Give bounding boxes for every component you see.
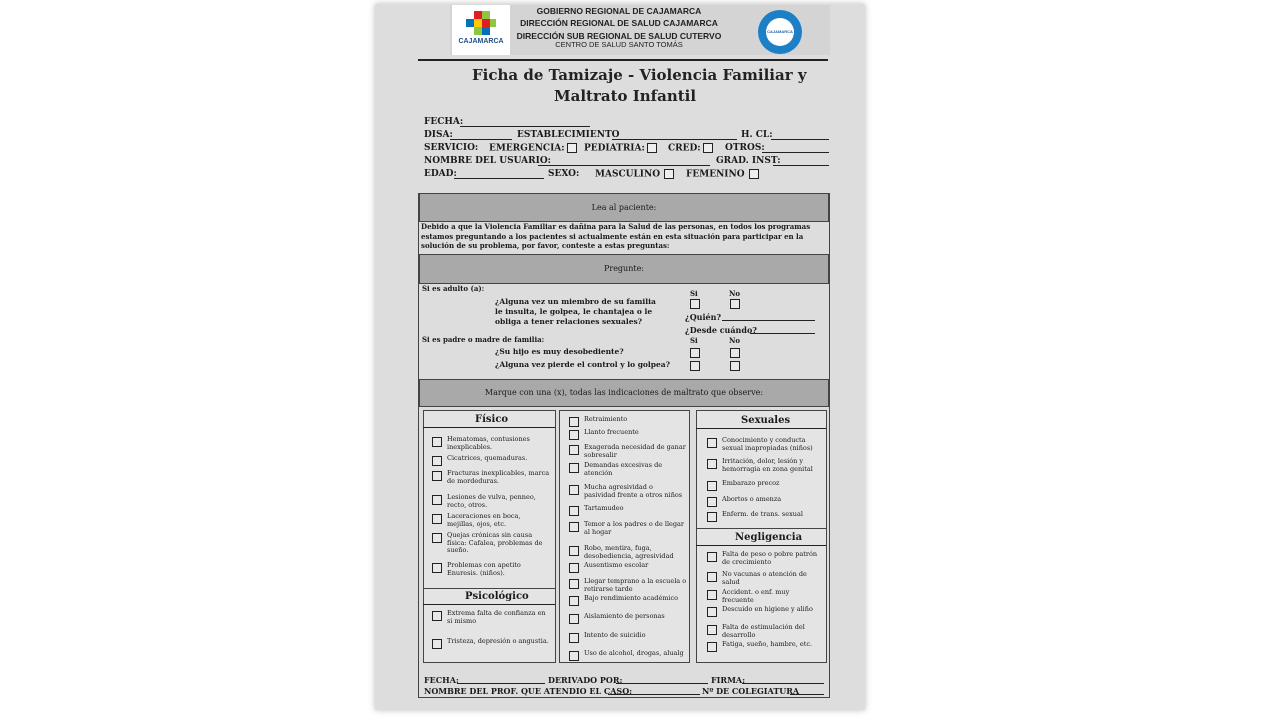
- middle-item-label: Ausentismo escolar: [584, 561, 649, 569]
- middle-item-checkbox[interactable]: [569, 596, 579, 606]
- establecimiento-field[interactable]: [612, 139, 737, 140]
- fisico-item-checkbox[interactable]: [432, 437, 442, 447]
- colegiatura-label: Nº DE COLEGIATURA: [702, 686, 800, 696]
- q2-si-checkbox[interactable]: [690, 348, 700, 358]
- fisico-divider: [423, 427, 555, 428]
- fecha-field[interactable]: [460, 126, 590, 127]
- femenino-option[interactable]: [686, 169, 759, 180]
- footer-fecha-field[interactable]: [457, 683, 545, 684]
- psicologico-item-label: Extrema falta de confianza en si mismo: [447, 609, 546, 625]
- middle-item-checkbox[interactable]: [569, 430, 579, 440]
- nombre-usuario-field[interactable]: [538, 165, 710, 166]
- middle-item-checkbox[interactable]: [569, 563, 579, 573]
- desde-field[interactable]: [750, 333, 815, 334]
- fecha-label: FECHA:: [424, 117, 464, 127]
- sexuales-item-label: Enferm. de trans. sexual: [722, 510, 803, 518]
- psicologico-title: Psicológico: [465, 591, 529, 602]
- masculino-checkbox[interactable]: [664, 169, 674, 179]
- header-line-2: DIRECCIÓN REGIONAL DE SALUD CAJAMARCA: [520, 18, 718, 28]
- sexuales-item-checkbox[interactable]: [707, 497, 717, 507]
- hcl-label: H. CL:: [741, 130, 773, 140]
- grad-inst-label: GRAD. INST:: [716, 156, 781, 166]
- middle-item-checkbox[interactable]: [569, 506, 579, 516]
- lea-text: Debido a que la Violencia Familiar es dañina para la Salud de las personas, en todos los programas estamos preguntando a los pacientes si actualmente están en esta situación para participar en la solución de su problema, por favor, conteste a estas preguntas:: [421, 222, 811, 250]
- middle-item-label: Temor a los padres o de llegar al hogar: [584, 520, 685, 536]
- pediatria-option[interactable]: [584, 143, 657, 154]
- middle-item-label: Intento de suicidio: [584, 631, 646, 639]
- logo-right-text: CAJAMARCA: [767, 29, 793, 34]
- negligencia-item-checkbox[interactable]: [707, 607, 717, 617]
- header-divider: [418, 59, 828, 61]
- fisico-item-checkbox[interactable]: [432, 563, 442, 573]
- middle-item-label: Bajo rendimiento académico: [584, 594, 679, 602]
- sexuales-item-label: Embarazo precoz: [722, 479, 780, 487]
- middle-item-label: Retraimiento: [584, 415, 628, 423]
- sexuales-item-checkbox[interactable]: [707, 459, 717, 469]
- pediatria-label: PEDIATRIA:: [584, 143, 645, 154]
- si-label-1: Si: [690, 289, 698, 298]
- negligencia-item-checkbox[interactable]: [707, 642, 717, 652]
- negligencia-item-checkbox[interactable]: [707, 572, 717, 582]
- fisico-item-label: Quejas crónicas sin causa física: Cafalea, problemas de sueño.: [447, 531, 543, 554]
- middle-item-label: Mucha agresividad o pasividad frente a otros niños: [584, 483, 683, 499]
- quien-field[interactable]: [722, 320, 815, 321]
- psicologico-item-checkbox[interactable]: [432, 611, 442, 621]
- q1-si-checkbox[interactable]: [690, 299, 700, 309]
- edad-label: EDAD:: [424, 169, 457, 179]
- fisico-item-checkbox[interactable]: [432, 495, 442, 505]
- middle-item-checkbox[interactable]: [569, 485, 579, 495]
- fisico-item-checkbox[interactable]: [432, 456, 442, 466]
- middle-item-checkbox[interactable]: [569, 463, 579, 473]
- negligencia-item-label: Falta de peso o pobre patrón de crecimiento: [722, 550, 818, 566]
- middle-item-checkbox[interactable]: [569, 633, 579, 643]
- sexuales-divider: [696, 428, 826, 429]
- question-3: ¿Alguna vez pierde el control y lo golpea?: [495, 360, 671, 369]
- femenino-checkbox[interactable]: [749, 169, 759, 179]
- middle-item-label: Aislamiento de personas: [584, 612, 665, 620]
- sexuales-item-checkbox[interactable]: [707, 512, 717, 522]
- q1-no-checkbox[interactable]: [730, 299, 740, 309]
- negligencia-item-checkbox[interactable]: [707, 625, 717, 635]
- middle-item-checkbox[interactable]: [569, 651, 579, 661]
- psicologico-item-label: Tristeza, depresión o angustia.: [447, 637, 549, 645]
- emergencia-checkbox[interactable]: [567, 143, 577, 153]
- middle-item-label: Llegar temprano a la escuela o retirarse tarde: [584, 577, 687, 593]
- sexuales-item-label: Irritación, dolor, lesión y hemorragia en zona genital: [722, 457, 813, 473]
- grad-inst-field[interactable]: [773, 165, 829, 166]
- hcl-field[interactable]: [771, 139, 829, 140]
- servicio-label: SERVICIO:: [424, 143, 479, 153]
- otros-label: OTROS:: [725, 143, 765, 153]
- cred-label: CRED:: [668, 143, 701, 154]
- dirsa-cutervo-seal: [758, 10, 802, 54]
- middle-item-label: Demandas excesivas de atención: [584, 461, 663, 477]
- footer-fecha-label: FECHA:: [424, 675, 459, 685]
- sexuales-item-checkbox[interactable]: [707, 481, 717, 491]
- femenino-label: FEMENINO: [686, 169, 745, 180]
- emergencia-label: EMERGENCIA:: [489, 143, 565, 154]
- padre-label: Si es padre o madre de familia:: [422, 335, 545, 344]
- middle-item-checkbox[interactable]: [569, 522, 579, 532]
- sexo-label: SEXO:: [548, 169, 580, 179]
- negligencia-divider: [696, 545, 826, 546]
- fisico-title: Físico: [475, 414, 509, 425]
- psicologico-item-checkbox[interactable]: [432, 639, 442, 649]
- header-line-4: CENTRO DE SALUD SANTO TOMÁS: [555, 40, 683, 49]
- middle-item-label: Llanto frecuente: [584, 428, 639, 436]
- question-2: ¿Su hijo es muy desobediente?: [495, 347, 624, 356]
- negligencia-title: Negligencia: [735, 532, 803, 543]
- sexuales-title: Sexuales: [741, 415, 791, 426]
- negligencia-item-label: Accident. o enf. muy frecuente: [722, 588, 790, 604]
- question-1: ¿Alguna vez un miembro de su familia le insulta, le golpea, le chantajea o le obliga a tener relaciones sexuales?: [495, 297, 656, 326]
- negligencia-item-label: No vacunas o atención de salud: [722, 570, 807, 586]
- middle-item-label: Robo, mentira, fuga, desobediencia, agresividad: [584, 544, 674, 560]
- firma-field[interactable]: [742, 683, 824, 684]
- q3-no-checkbox[interactable]: [730, 361, 740, 371]
- nombre-prof-field[interactable]: [608, 694, 700, 695]
- colegiatura-field[interactable]: [790, 694, 824, 695]
- fisico-item-label: Fracturas inexplicables, marca de mordeduras.: [447, 469, 550, 485]
- form-title-line-2: Maltrato Infantil: [554, 87, 697, 105]
- negligencia-item-label: Falta de estimulación del desarrollo: [722, 623, 805, 639]
- q3-si-checkbox[interactable]: [690, 361, 700, 371]
- middle-item-checkbox[interactable]: [569, 579, 579, 589]
- otros-field[interactable]: [762, 152, 829, 153]
- pregunte-band: Pregunte:: [419, 254, 829, 284]
- cred-checkbox[interactable]: [703, 143, 713, 153]
- no-label-2: No: [729, 336, 741, 345]
- fisico-item-checkbox[interactable]: [432, 533, 442, 543]
- establecimiento-label: ESTABLECIMIENTO: [517, 130, 620, 140]
- nombre-prof-label: NOMBRE DEL PROF. QUE ATENDIO EL CASO:: [424, 686, 633, 696]
- masculino-option[interactable]: [595, 169, 674, 180]
- disa-field[interactable]: [450, 139, 512, 140]
- negligencia-item-label: Descuido en higiene y aliño: [722, 605, 813, 613]
- middle-item-label: Uso de alcohol, drogas, alualg: [584, 649, 684, 657]
- fisico-item-checkbox[interactable]: [432, 471, 442, 481]
- negligencia-item-label: Fatiga, sueño, hambre, etc.: [722, 640, 813, 648]
- fisico-item-label: Laceraciones en boca, mejillas, ojos, etc.: [447, 512, 521, 528]
- desde-label: ¿Desde cuándo?: [685, 325, 757, 335]
- emergencia-option[interactable]: [489, 143, 577, 154]
- psicologico-divider: [423, 604, 555, 605]
- no-label-1: No: [729, 289, 741, 298]
- quien-label: ¿Quién?: [685, 312, 722, 322]
- sexuales-item-label: Conocimiento y conducta sexual inapropiadas (niños): [722, 436, 813, 452]
- cajamarca-logo: [452, 5, 510, 55]
- si-label-2: Si: [690, 336, 698, 345]
- middle-item-checkbox[interactable]: [569, 614, 579, 624]
- edad-field[interactable]: [454, 178, 544, 179]
- fisico-item-label: Hematomas, contusiones inexplicables.: [447, 435, 530, 451]
- form-title-line-1: Ficha de Tamizaje - Violencia Familiar y: [472, 66, 807, 84]
- fisico-item-checkbox[interactable]: [432, 514, 442, 524]
- firma-label: FIRMA:: [711, 675, 746, 685]
- fisico-item-label: Lesiones de vulva, penneo, recto, otros.: [447, 493, 536, 509]
- cred-option[interactable]: [668, 143, 713, 154]
- derivado-label: DERIVADO POR:: [548, 675, 623, 685]
- adulto-label: Si es adulto (a):: [422, 284, 485, 293]
- derivado-field[interactable]: [616, 683, 708, 684]
- sexuales-item-checkbox[interactable]: [707, 438, 717, 448]
- negligencia-item-checkbox[interactable]: [707, 552, 717, 562]
- middle-item-checkbox[interactable]: [569, 445, 579, 455]
- lea-band: Lea al paciente:: [419, 193, 829, 222]
- q2-no-checkbox[interactable]: [730, 348, 740, 358]
- marque-band: Marque con una (x), todas las indicaciones de maltrato que observe:: [419, 379, 829, 407]
- middle-item-label: Exagerada necesidad de ganar sobresalir: [584, 443, 686, 459]
- middle-item-label: Tartamudeo: [584, 504, 624, 512]
- fisico-item-label: Cicatrices, quemaduras.: [447, 454, 528, 462]
- fisico-item-label: Problemas con apetito Enuresis. (niños).: [447, 561, 521, 577]
- disa-label: DISA:: [424, 130, 453, 140]
- sexuales-item-label: Abortos o amenza: [722, 495, 782, 503]
- middle-item-checkbox[interactable]: [569, 417, 579, 427]
- nombre-usuario-label: NOMBRE DEL USUARIO:: [424, 156, 551, 166]
- middle-item-checkbox[interactable]: [569, 546, 579, 556]
- logo-left-text: CAJAMARCA: [458, 38, 504, 45]
- masculino-label: MASCULINO: [595, 169, 661, 180]
- pediatria-checkbox[interactable]: [647, 143, 657, 153]
- negligencia-item-checkbox[interactable]: [707, 590, 717, 600]
- header-line-3: DIRECCIÓN SUB REGIONAL DE SALUD CUTERVO: [516, 31, 722, 41]
- header-line-1: GOBIERNO REGIONAL DE CAJAMARCA: [536, 6, 702, 16]
